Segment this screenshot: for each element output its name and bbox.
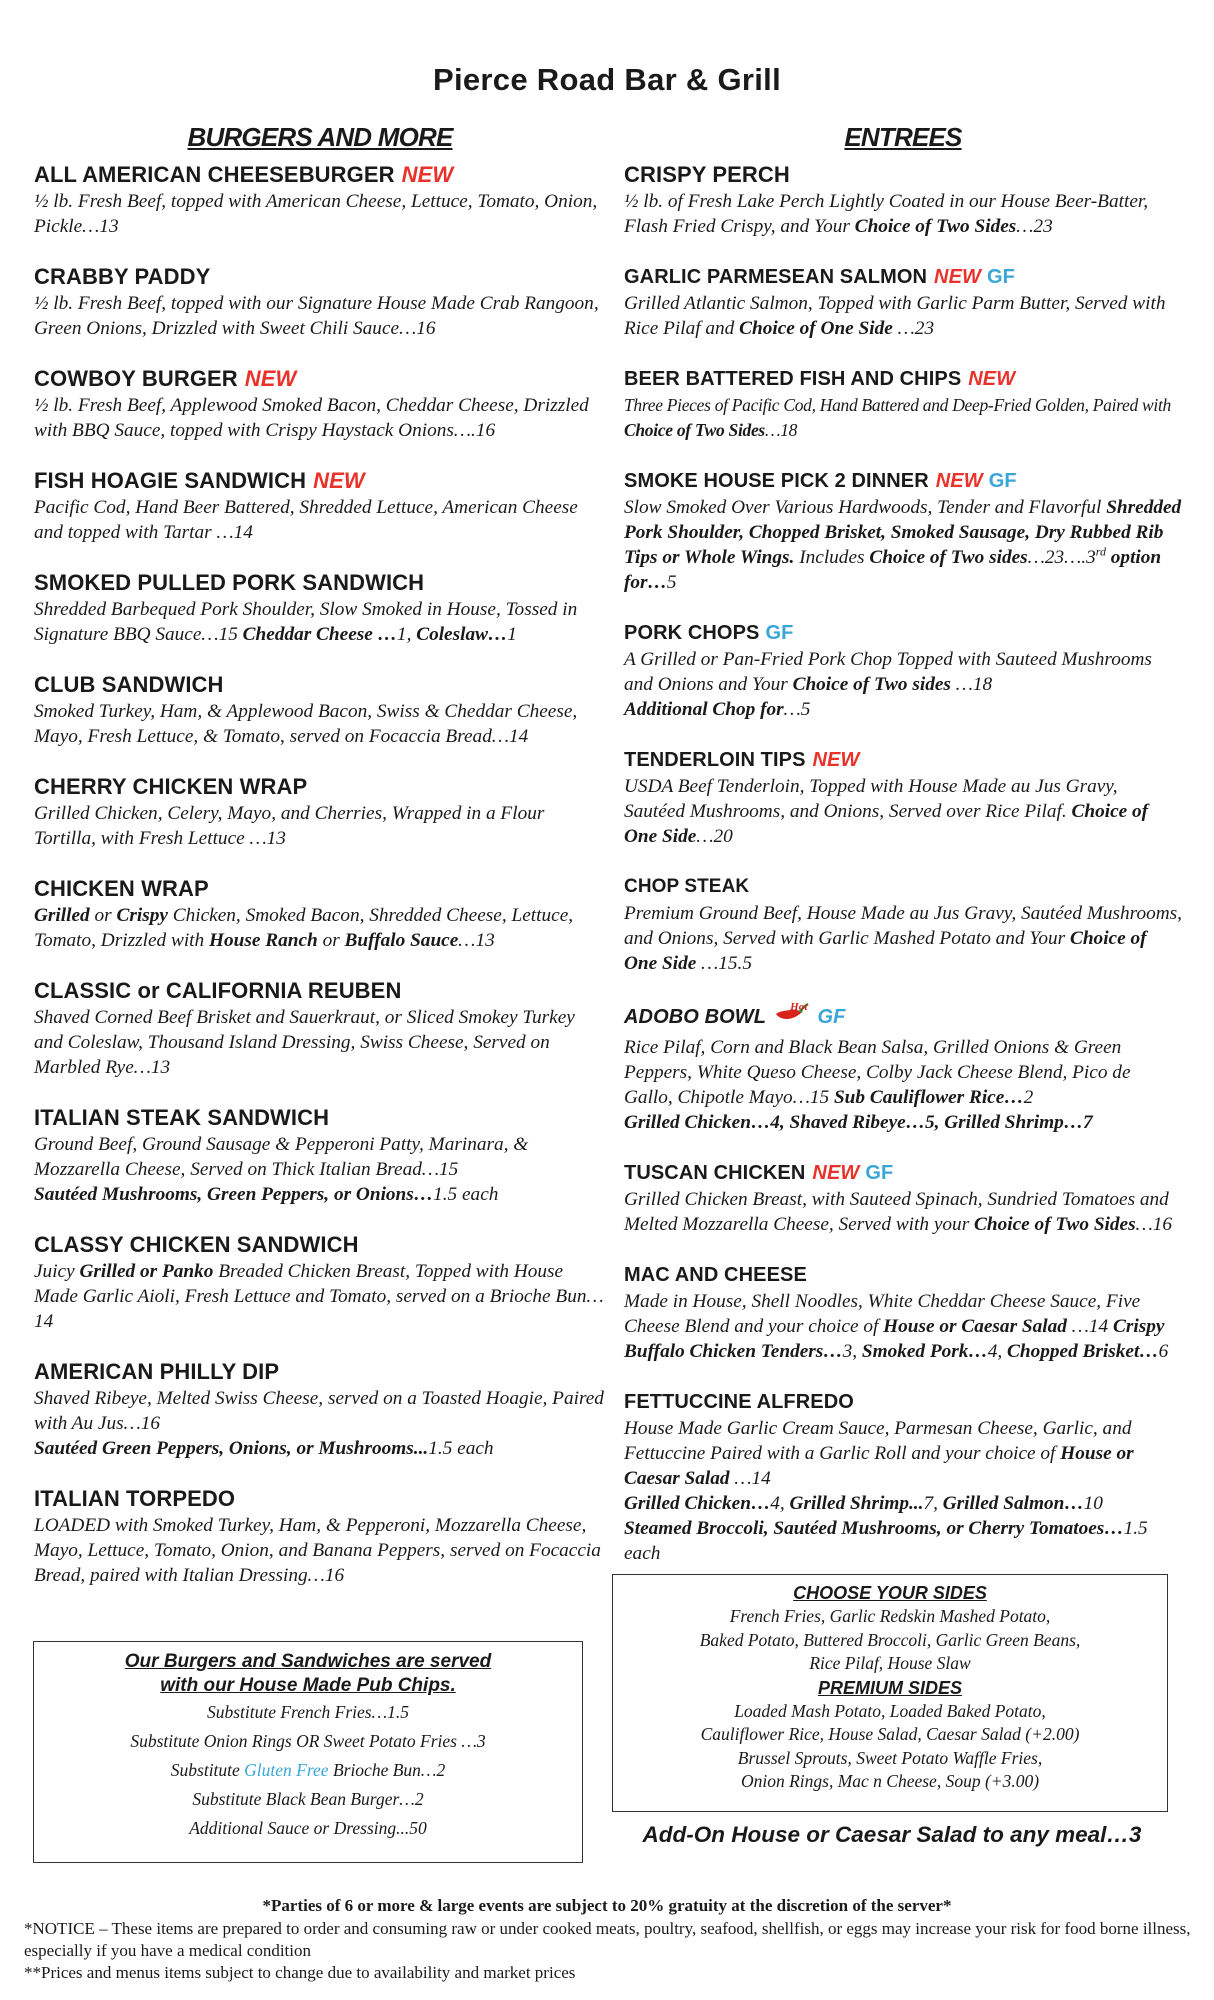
item-addon <box>624 697 1182 722</box>
sub-line: Additional Sauce or Dressing...50 <box>189 1818 427 1838</box>
menu-item-pork-chops <box>624 619 1182 722</box>
sub-line: Substitute French Fries…1.5 <box>206 1702 410 1722</box>
menu-item-italian-steak <box>34 1104 606 1207</box>
box-heading-line: Our Burgers and Sandwiches are served <box>124 1651 492 1672</box>
item-desc <box>624 495 1182 595</box>
bold-text: House Ranch <box>209 930 318 951</box>
item-desc: ½ lb. Fresh Beef, Applewood Smoked Bacon, Cheddar Cheese, Drizzled with BBQ Sauce, topped with Crispy Haystack Onions….16 <box>34 395 589 441</box>
sides-line: Brussel Sprouts, Sweet Potato Waffle Fries, <box>737 1747 1043 1768</box>
desc-text: USDA Beef Tenderloin, Topped with House Made au Jus Gravy, Sautéed Mushrooms, and Onions, Served over Rice Pilaf. <box>624 776 1118 822</box>
menu-item-chop-steak <box>624 873 1182 976</box>
desc-text: …14 <box>729 1468 771 1489</box>
new-badge: NEW <box>812 1162 860 1184</box>
item-name: CHICKEN WRAP <box>34 876 209 901</box>
item-desc: Grilled Chicken, Celery, Mayo, and Cherries, Wrapped in a Flour Tortilla, with Fresh Lettuce …13 <box>34 803 545 849</box>
desc-text: 5 <box>666 572 677 593</box>
entrees-heading: ENTREES <box>844 122 962 152</box>
menu-item-smoke-house <box>624 467 1182 595</box>
new-badge: NEW <box>313 468 365 493</box>
sub-text: Brioche Bun…2 <box>328 1760 446 1780</box>
item-desc <box>34 903 606 953</box>
desc-text: Three Pieces of Pacific Cod, Hand Battered and Deep-Fried Golden, Paired with <box>624 395 1171 415</box>
desc-text: Breaded Chicken Breast, Topped with House Made Garlic Aioli, Fresh Lettuce and Tomato, served on a Brioche Bun…14 <box>34 1261 604 1332</box>
item-desc: ½ lb. Fresh Beef, topped with our Signature House Made Crab Rangoon, Green Onions, Drizzled with Sweet Chili Sauce…16 <box>34 293 599 339</box>
addon-price: 10 <box>1083 1493 1103 1514</box>
menu-item-fettuccine-alfredo <box>624 1388 1182 1566</box>
addon-text: Grilled Salmon… <box>942 1493 1084 1514</box>
burgers-column <box>34 122 606 1612</box>
box-heading <box>34 1650 582 1698</box>
bold-text: Choice of One Side <box>624 928 1147 974</box>
burgers-heading: BURGERS AND MORE <box>187 122 453 152</box>
desc-text: …18 <box>950 674 993 695</box>
item-name: ITALIAN STEAK SANDWICH <box>34 1105 330 1130</box>
menu-item-crabby-paddy <box>34 263 606 341</box>
addon-text: Cheddar Cheese … <box>242 624 397 645</box>
bold-text: Choice of Two Sides <box>624 420 765 440</box>
item-desc: Pacific Cod, Hand Beer Battered, Shredded Lettuce, American Cheese and topped with Tartar …14 <box>34 497 578 543</box>
sides-line: Onion Rings, Mac n Cheese, Soup (+3.00) <box>740 1771 1040 1791</box>
new-badge: NEW <box>812 749 860 771</box>
bold-text: Choice of Two sides <box>869 547 1028 568</box>
menu-item-tenderloin-tips <box>624 746 1182 849</box>
menu-item-pulled-pork <box>34 569 606 647</box>
addon-price: 1.5 each <box>624 1518 1148 1564</box>
desc-text: …15.5 <box>696 953 753 974</box>
item-desc <box>34 597 606 647</box>
bold-text: Crispy Buffalo Chicken Tenders… <box>624 1316 1165 1362</box>
bold-text: Choice of One Side <box>739 318 893 339</box>
gf-badge: GF <box>765 622 794 644</box>
item-name: TENDERLOIN TIPS <box>624 749 806 771</box>
sides-line: Loaded Mash Potato, Loaded Baked Potato, <box>734 1700 1046 1721</box>
menu-item-club-sandwich <box>34 671 606 749</box>
sides-line: Baked Potato, Buttered Broccoli, Garlic Green Beans, <box>699 1629 1081 1650</box>
item-name: CLASSY CHICKEN SANDWICH <box>34 1232 359 1257</box>
menu-item-cheeseburger <box>34 161 606 239</box>
desc-text: 2 <box>1023 1087 1034 1108</box>
desc-text: Includes <box>794 547 870 568</box>
page-title: Pierce Road Bar & Grill <box>432 62 782 97</box>
new-badge: NEW <box>935 470 983 492</box>
addon-text: Additional Chop for <box>624 699 784 720</box>
gf-badge: GF <box>988 470 1017 492</box>
desc-text: Chicken, Smoked Bacon, Shredded Cheese, Lettuce, Tomato, Drizzled with <box>34 905 574 951</box>
item-addon <box>624 1516 1182 1566</box>
addon-text: Grilled Chicken…4, Shaved Ribeye…5, Grilled Shrimp…7 <box>624 1112 1093 1133</box>
desc-text: Slow Smoked Over Various Hardwoods, Tender and Flavorful <box>624 497 1107 518</box>
addon-text: Sautéed Mushrooms, Green Peppers, or Onions… <box>34 1184 434 1205</box>
substitutions-box <box>33 1641 583 1863</box>
desc-text: 3, <box>842 1341 862 1362</box>
item-name: BEER BATTERED FISH AND CHIPS <box>624 368 962 390</box>
new-badge: NEW <box>244 366 297 391</box>
addon-text: Grilled Chicken… <box>624 1493 771 1514</box>
gf-badge: GF <box>987 266 1015 288</box>
item-desc <box>624 1416 1182 1491</box>
desc-text: Made in House, Shell Noodles, White Cheddar Cheese Sauce, Five Cheese Blend and your choice of <box>624 1291 1141 1337</box>
bold-text: Choice of Two Sides <box>974 1214 1136 1235</box>
bold-text: Sub Cauliflower Rice… <box>833 1087 1024 1108</box>
item-name: FISH HOAGIE SANDWICH <box>34 468 307 493</box>
sub-text: Substitute <box>170 1760 245 1780</box>
item-name: SMOKE HOUSE PICK 2 DINNER <box>624 470 929 492</box>
sub-line: Substitute Onion Rings OR Sweet Potato Fries …3 <box>130 1731 486 1751</box>
desc-text: …14 <box>1066 1316 1113 1337</box>
bold-text: Crispy <box>116 905 168 926</box>
entrees-column <box>624 122 1182 1590</box>
item-name: CLASSIC or CALIFORNIA REUBEN <box>34 978 402 1003</box>
item-desc <box>624 1289 1182 1364</box>
item-desc <box>624 647 1182 697</box>
menu-item-cherry-chicken-wrap <box>34 773 606 851</box>
item-name: COWBOY BURGER <box>34 366 238 391</box>
item-addon <box>624 1110 1182 1135</box>
bold-text: Smoked Pork… <box>861 1341 988 1362</box>
menu-item-cowboy-burger <box>34 365 606 443</box>
bold-text: Choice of One Side <box>624 801 1149 847</box>
addon-price: 1.5 each <box>433 1184 499 1205</box>
addon-price: 1, <box>396 624 417 645</box>
new-badge: NEW <box>968 368 1016 390</box>
sides-line: Cauliflower Rice, House Salad, Caesar Salad (+2.00) <box>700 1724 1080 1744</box>
item-desc: Shaved Corned Beef Brisket and Sauerkraut, or Sliced Smokey Turkey and Coleslaw, Thousand Island Dressing, Swiss Cheese, Served on Marbled Rye…13 <box>34 1007 575 1078</box>
item-desc <box>624 189 1182 239</box>
bold-text: Grilled or Panko <box>79 1261 214 1282</box>
item-desc <box>624 1035 1182 1110</box>
desc-text: …23 <box>892 318 935 339</box>
addon-price: …5 <box>783 699 811 720</box>
health-notice: *NOTICE – These items are prepared to order and consuming raw or under cooked meats, poultry, seafood, shellfish, or eggs may increase your risk for food borne illness, especially if you have a medical condition <box>24 1919 1191 1960</box>
bold-text: Choice of Two sides <box>792 674 951 695</box>
item-name: GARLIC PARMESEAN SALMON <box>624 266 928 288</box>
item-name: ALL AMERICAN CHEESEBURGER <box>34 162 395 187</box>
desc-text: Rice Pilaf, Corn and Black Bean Salsa, Grilled Onions & Green Peppers, White Queso Cheese, Colby Jack Cheese Blend, Pico de Gallo, Chipotle Mayo…15 <box>624 1037 1131 1108</box>
menu-item-italian-torpedo <box>34 1485 606 1588</box>
item-name: PORK CHOPS <box>624 622 760 644</box>
hot-label: Hot <box>790 1001 808 1013</box>
desc-text: …20 <box>696 826 733 847</box>
item-addon <box>34 1436 606 1461</box>
item-name: CRISPY PERCH <box>624 162 790 187</box>
menu-item-reuben <box>34 977 606 1080</box>
sides-line: French Fries, Garlic Redskin Mashed Potato, <box>729 1606 1051 1626</box>
desc-text: …18 <box>764 420 798 440</box>
desc-text: …23….3 <box>1027 547 1096 568</box>
gratuity-note: *Parties of 6 or more & large events are subject to 20% gratuity at the discretion of the server* <box>262 1896 952 1915</box>
item-desc: Smoked Turkey, Ham, & Applewood Bacon, Swiss & Cheddar Cheese, Mayo, Fresh Lettuce, & Tomato, served on Focaccia Bread…14 <box>34 701 578 747</box>
desc-text: 4, <box>987 1341 1007 1362</box>
addon-price: 7, <box>923 1493 943 1514</box>
box-heading-line: with our House Made Pub Chips. <box>160 1675 456 1696</box>
menu-item-crispy-perch <box>624 161 1182 239</box>
item-name: TUSCAN CHICKEN <box>624 1162 806 1184</box>
item-name: ADOBO BOWL <box>624 1005 767 1028</box>
bold-text: Buffalo Sauce <box>344 930 459 951</box>
desc-text: Grilled Atlantic Salmon, Topped with Garlic Parm Butter, Served with Rice Pilaf and <box>624 293 1166 339</box>
addon-text: Coleslaw… <box>416 624 508 645</box>
bold-text: House or Caesar Salad <box>624 1443 1134 1489</box>
desc-text: …16 <box>1135 1214 1173 1235</box>
addon-text: Grilled Shrimp... <box>789 1493 924 1514</box>
desc-text: ½ lb. of Fresh Lake Perch Lightly Coated in our House Beer-Batter, Flash Fried Crispy, and Your <box>624 191 1149 237</box>
desc-text: Juicy <box>34 1261 80 1282</box>
sides-line: Rice Pilaf, House Slaw <box>809 1653 971 1673</box>
sub-line: Substitute Black Bean Burger…2 <box>192 1789 424 1809</box>
item-desc <box>624 291 1182 341</box>
price-notice: **Prices and menus items subject to change due to availability and market prices <box>24 1963 576 1982</box>
desc-text: Grilled Chicken Breast, with Sauteed Spinach, Sundried Tomatoes and Melted Mozzarella Cheese, Served with your <box>624 1189 1169 1235</box>
bold-text: House or Caesar Salad <box>883 1316 1067 1337</box>
item-name: ITALIAN TORPEDO <box>34 1486 236 1511</box>
new-badge: NEW <box>401 162 454 187</box>
addon-text: Sautéed Green Peppers, Onions, or Mushrooms... <box>34 1438 429 1459</box>
item-name: FETTUCCINE ALFREDO <box>624 1391 854 1413</box>
desc-text: …23 <box>1016 216 1053 237</box>
addon-price: 1.5 each <box>428 1438 494 1459</box>
salad-addon-note: Add-On House or Caesar Salad to any meal…3 <box>642 1822 1142 1847</box>
menu-item-salmon <box>624 263 1182 341</box>
menu-item-classy-chicken <box>34 1231 606 1334</box>
addon-price: 1 <box>507 624 517 645</box>
bold-text: Chopped Brisket… <box>1007 1341 1159 1362</box>
desc-text: A Grilled or Pan-Fried Pork Chop Topped with Sauteed Mushrooms and Onions and Your <box>624 649 1152 695</box>
item-desc: Ground Beef, Ground Sausage & Pepperoni Patty, Marinara, & Mozzarella Cheese, Served on Thick Italian Bread…15 <box>34 1134 529 1180</box>
item-desc <box>624 1187 1182 1237</box>
item-name: CLUB SANDWICH <box>34 672 224 697</box>
item-name: CHERRY CHICKEN WRAP <box>34 774 308 799</box>
item-desc <box>624 393 1182 443</box>
gf-badge: GF <box>817 1005 846 1028</box>
item-name: CHOP STEAK <box>624 876 750 897</box>
footer-notice <box>24 1918 1199 1984</box>
desc-text: or <box>89 905 117 926</box>
menu-item-philly-dip <box>34 1358 606 1461</box>
menu-item-adobo-bowl <box>624 1000 1182 1135</box>
sides-heading: CHOOSE YOUR SIDES <box>793 1583 987 1603</box>
bold-text: Shredded Pork Shoulder, Chopped Brisket, Smoked Sausage, Dry Rubbed Rib Tips or Whole Wings. <box>624 497 1182 568</box>
premium-sides-heading: PREMIUM SIDES <box>817 1677 963 1698</box>
item-desc <box>624 774 1182 849</box>
superscript: rd <box>1095 544 1106 559</box>
sub-line <box>34 1756 582 1785</box>
new-badge: NEW <box>934 266 982 288</box>
bold-text: option for… <box>624 547 1162 593</box>
desc-text: House Made Garlic Cream Sauce, Parmesan Cheese, Garlic, and Fettuccine Paired with a Garlic Roll and your choice of <box>624 1418 1132 1464</box>
item-desc: Shaved Ribeye, Melted Swiss Cheese, served on a Toasted Hoagie, Paired with Au Jus…16 <box>34 1388 604 1434</box>
item-desc: ½ lb. Fresh Beef, topped with American Cheese, Lettuce, Tomato, Onion, Pickle…13 <box>34 191 598 237</box>
item-name: CRABBY PADDY <box>34 264 211 289</box>
bold-text: Grilled <box>34 905 90 926</box>
menu-item-tuscan-chicken <box>624 1159 1182 1237</box>
item-desc: LOADED with Smoked Turkey, Ham, & Pepperoni, Mozzarella Cheese, Mayo, Lettuce, Tomato, Onion, and Banana Peppers, served on Focaccia Bread, paired with Italian Dressing…16 <box>34 1515 601 1586</box>
desc-text: Premium Ground Beef, House Made au Jus Gravy, Sautéed Mushrooms, and Onions, Served with Garlic Mashed Potato and Your <box>624 903 1182 949</box>
sides-box <box>612 1574 1168 1812</box>
menu-item-mac-and-cheese <box>624 1261 1182 1364</box>
item-addon <box>34 1182 606 1207</box>
menu-item-fish-hoagie <box>34 467 606 545</box>
item-name: AMERICAN PHILLY DIP <box>34 1359 280 1384</box>
menu-item-chicken-wrap <box>34 875 606 953</box>
item-desc <box>34 1259 606 1334</box>
desc-text: …13 <box>458 930 495 951</box>
gluten-free-text: Gluten Free <box>244 1760 329 1780</box>
addon-text: Steamed Broccoli, Sautéed Mushrooms, or Cherry Tomatoes… <box>624 1518 1124 1539</box>
item-name: MAC AND CHEESE <box>624 1264 807 1286</box>
addon-price: 4, <box>770 1493 790 1514</box>
item-addon <box>624 1491 1182 1516</box>
gf-badge: GF <box>865 1162 894 1184</box>
desc-text: Shredded Barbequed Pork Shoulder, Slow Smoked in House, Tossed in Signature BBQ Sauce…15 <box>34 599 578 645</box>
desc-text: 6 <box>1158 1341 1169 1362</box>
bold-text: Choice of Two Sides <box>854 216 1017 237</box>
item-name: SMOKED PULLED PORK SANDWICH <box>34 570 425 595</box>
menu-item-fish-and-chips <box>624 365 1182 443</box>
item-desc <box>624 901 1182 976</box>
desc-text: or <box>317 930 345 951</box>
